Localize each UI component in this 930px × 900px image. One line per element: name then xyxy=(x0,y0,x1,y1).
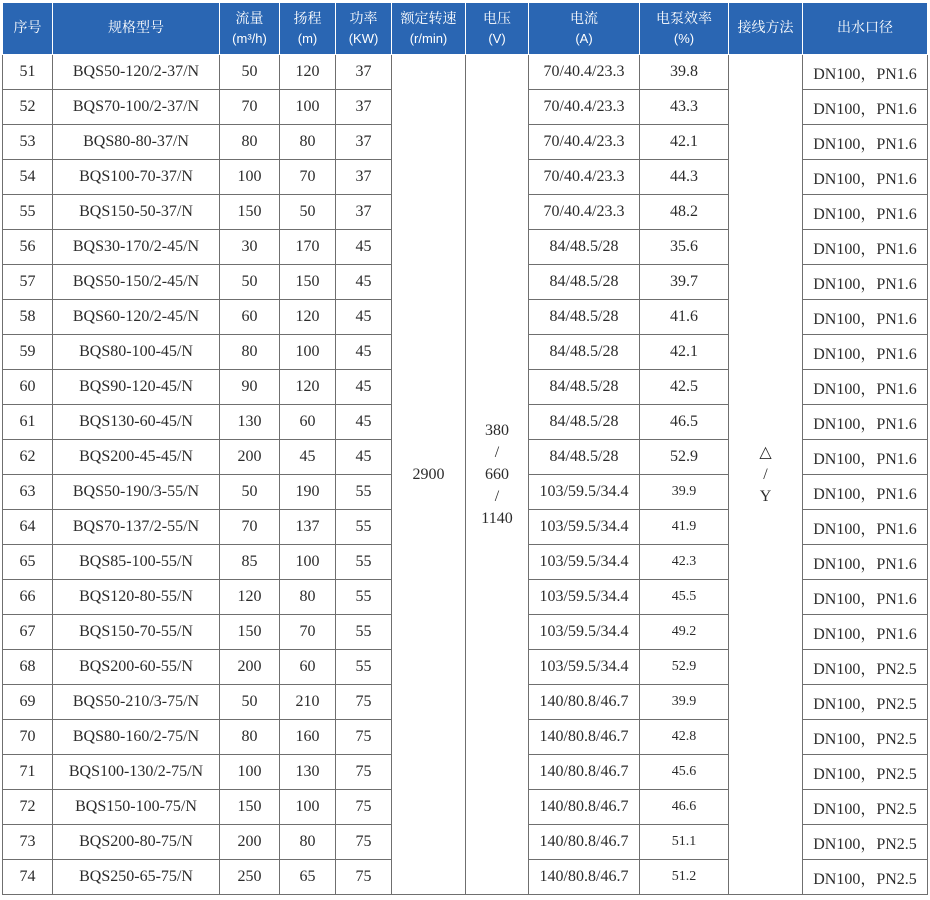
cell-efficiency: 39.7 xyxy=(640,265,729,300)
cell-head: 60 xyxy=(280,650,336,685)
cell-flow: 50 xyxy=(220,475,280,510)
cell-head: 100 xyxy=(280,90,336,125)
table-row xyxy=(3,55,928,90)
cell-flow: 120 xyxy=(220,580,280,615)
voltage-merged-part: / xyxy=(494,487,500,505)
cell-efficiency: 42.5 xyxy=(640,370,729,405)
cell-model: BQS50-190/3-55/N xyxy=(53,475,220,510)
cell-efficiency: 39.9 xyxy=(640,685,729,720)
cell-efficiency: 51.1 xyxy=(640,825,729,860)
cell-head: 100 xyxy=(280,545,336,580)
header-seq: 序号 xyxy=(3,3,53,55)
cell-outlet: DN100，PN1.6 xyxy=(803,370,928,405)
cell-power: 75 xyxy=(336,860,392,895)
cell-seq: 54 xyxy=(3,160,53,195)
cell-head: 190 xyxy=(280,475,336,510)
cell-outlet: DN100，PN1.6 xyxy=(803,545,928,580)
cell-efficiency: 46.5 xyxy=(640,405,729,440)
cell-flow: 150 xyxy=(220,615,280,650)
cell-flow: 70 xyxy=(220,90,280,125)
cell-model: BQS200-80-75/N xyxy=(53,825,220,860)
cell-power: 55 xyxy=(336,510,392,545)
cell-flow: 200 xyxy=(220,650,280,685)
cell-flow: 60 xyxy=(220,300,280,335)
cell-model: BQS150-70-55/N xyxy=(53,615,220,650)
cell-efficiency: 46.6 xyxy=(640,790,729,825)
cell-model: BQS70-100/2-37/N xyxy=(53,90,220,125)
cell-flow: 50 xyxy=(220,265,280,300)
cell-model: BQS250-65-75/N xyxy=(53,860,220,895)
cell-outlet: DN100，PN1.6 xyxy=(803,230,928,265)
cell-model: BQS200-60-55/N xyxy=(53,650,220,685)
cell-efficiency: 42.1 xyxy=(640,125,729,160)
cell-current: 70/40.4/23.3 xyxy=(529,125,640,160)
cell-model: BQS50-120/2-37/N xyxy=(53,55,220,90)
cell-head: 170 xyxy=(280,230,336,265)
cell-flow: 70 xyxy=(220,510,280,545)
header-current-unit: (A) xyxy=(575,30,593,46)
header-head-unit: (m) xyxy=(297,30,318,46)
cell-flow: 50 xyxy=(220,685,280,720)
cell-flow: 80 xyxy=(220,720,280,755)
cell-model: BQS80-100-45/N xyxy=(53,335,220,370)
cell-efficiency: 45.6 xyxy=(640,755,729,790)
cell-head: 45 xyxy=(280,440,336,475)
cell-head: 80 xyxy=(280,125,336,160)
cell-flow: 85 xyxy=(220,545,280,580)
cell-current: 84/48.5/28 xyxy=(529,370,640,405)
cell-head: 210 xyxy=(280,685,336,720)
cell-flow: 150 xyxy=(220,195,280,230)
cell-outlet: DN100，PN1.6 xyxy=(803,55,928,90)
cell-head: 50 xyxy=(280,195,336,230)
cell-power: 55 xyxy=(336,545,392,580)
cell-head: 80 xyxy=(280,825,336,860)
cell-efficiency: 43.3 xyxy=(640,90,729,125)
cell-power: 55 xyxy=(336,580,392,615)
cell-seq: 73 xyxy=(3,825,53,860)
cell-model: BQS80-80-37/N xyxy=(53,125,220,160)
cell-head: 100 xyxy=(280,335,336,370)
cell-efficiency: 52.9 xyxy=(640,650,729,685)
cell-flow: 200 xyxy=(220,440,280,475)
cell-head: 120 xyxy=(280,55,336,90)
cell-current: 140/80.8/46.7 xyxy=(529,860,640,895)
cell-efficiency: 51.2 xyxy=(640,860,729,895)
cell-seq: 66 xyxy=(3,580,53,615)
cell-power: 75 xyxy=(336,720,392,755)
cell-current: 140/80.8/46.7 xyxy=(529,825,640,860)
cell-model: BQS60-120/2-45/N xyxy=(53,300,220,335)
cell-power: 75 xyxy=(336,790,392,825)
cell-current: 103/59.5/34.4 xyxy=(529,650,640,685)
cell-current: 140/80.8/46.7 xyxy=(529,720,640,755)
cell-efficiency: 39.9 xyxy=(640,475,729,510)
cell-seq: 71 xyxy=(3,755,53,790)
cell-current: 70/40.4/23.3 xyxy=(529,90,640,125)
cell-seq: 52 xyxy=(3,90,53,125)
table-body xyxy=(3,55,928,895)
cell-model: BQS150-50-37/N xyxy=(53,195,220,230)
cell-efficiency: 35.6 xyxy=(640,230,729,265)
voltage-merged-part: 1140 xyxy=(481,509,513,527)
cell-power: 55 xyxy=(336,650,392,685)
cell-seq: 62 xyxy=(3,440,53,475)
cell-head: 120 xyxy=(280,370,336,405)
header-head-name: 扬程 xyxy=(293,10,322,27)
cell-power: 45 xyxy=(336,300,392,335)
cell-outlet: DN100，PN2.5 xyxy=(803,860,928,895)
cell-current: 103/59.5/34.4 xyxy=(529,475,640,510)
cell-efficiency: 42.1 xyxy=(640,335,729,370)
cell-model: BQS90-120-45/N xyxy=(53,370,220,405)
cell-head: 120 xyxy=(280,300,336,335)
cell-model: BQS70-137/2-55/N xyxy=(53,510,220,545)
cell-current: 140/80.8/46.7 xyxy=(529,685,640,720)
speed-merged-cell: 2900 xyxy=(392,55,466,895)
cell-power: 45 xyxy=(336,405,392,440)
cell-power: 37 xyxy=(336,55,392,90)
cell-seq: 63 xyxy=(3,475,53,510)
cell-efficiency: 42.8 xyxy=(640,720,729,755)
cell-model: BQS85-100-55/N xyxy=(53,545,220,580)
cell-flow: 50 xyxy=(220,55,280,90)
cell-power: 55 xyxy=(336,475,392,510)
cell-model: BQS130-60-45/N xyxy=(53,405,220,440)
voltage-merged-part: 660 xyxy=(485,465,509,483)
cell-efficiency: 45.5 xyxy=(640,580,729,615)
cell-model: BQS150-100-75/N xyxy=(53,790,220,825)
wiring-merged-part: Y xyxy=(759,487,772,505)
voltage-merged-part: / xyxy=(494,443,500,461)
header-outlet: 出水口径 xyxy=(803,3,928,55)
header-speed-name: 额定转速 xyxy=(400,10,457,27)
cell-model: BQS80-160/2-75/N xyxy=(53,720,220,755)
cell-flow: 80 xyxy=(220,335,280,370)
cell-efficiency: 42.3 xyxy=(640,545,729,580)
header-voltage-unit: (V) xyxy=(488,30,506,46)
cell-head: 80 xyxy=(280,580,336,615)
cell-model: BQS120-80-55/N xyxy=(53,580,220,615)
cell-efficiency: 48.2 xyxy=(640,195,729,230)
cell-efficiency: 52.9 xyxy=(640,440,729,475)
header-speed-unit: (r/min) xyxy=(409,30,448,46)
cell-outlet: DN100，PN1.6 xyxy=(803,510,928,545)
cell-outlet: DN100，PN2.5 xyxy=(803,755,928,790)
cell-efficiency: 49.2 xyxy=(640,615,729,650)
cell-outlet: DN100，PN2.5 xyxy=(803,685,928,720)
cell-power: 37 xyxy=(336,125,392,160)
header-power-name: 功率 xyxy=(349,10,378,27)
cell-flow: 200 xyxy=(220,825,280,860)
cell-seq: 72 xyxy=(3,790,53,825)
cell-seq: 61 xyxy=(3,405,53,440)
cell-seq: 64 xyxy=(3,510,53,545)
cell-outlet: DN100，PN1.6 xyxy=(803,265,928,300)
cell-head: 137 xyxy=(280,510,336,545)
cell-flow: 250 xyxy=(220,860,280,895)
cell-seq: 74 xyxy=(3,860,53,895)
header-efficiency xyxy=(640,3,729,55)
cell-power: 75 xyxy=(336,755,392,790)
header-current-name: 电流 xyxy=(570,10,598,27)
cell-current: 140/80.8/46.7 xyxy=(529,790,640,825)
cell-seq: 51 xyxy=(3,55,53,90)
cell-model: BQS30-170/2-45/N xyxy=(53,230,220,265)
cell-current: 84/48.5/28 xyxy=(529,300,640,335)
cell-outlet: DN100，PN2.5 xyxy=(803,825,928,860)
cell-head: 65 xyxy=(280,860,336,895)
cell-model: BQS100-130/2-75/N xyxy=(53,755,220,790)
cell-current: 103/59.5/34.4 xyxy=(529,545,640,580)
cell-seq: 59 xyxy=(3,335,53,370)
header-row xyxy=(3,3,928,55)
cell-power: 45 xyxy=(336,335,392,370)
cell-flow: 80 xyxy=(220,125,280,160)
cell-head: 130 xyxy=(280,755,336,790)
header-efficiency-unit: (%) xyxy=(673,30,695,46)
header-flow xyxy=(220,3,280,55)
wiring-merged-part: / xyxy=(763,465,768,483)
cell-outlet: DN100，PN1.6 xyxy=(803,160,928,195)
cell-outlet: DN100，PN1.6 xyxy=(803,125,928,160)
cell-current: 103/59.5/34.4 xyxy=(529,510,640,545)
cell-head: 160 xyxy=(280,720,336,755)
cell-current: 84/48.5/28 xyxy=(529,265,640,300)
cell-power: 45 xyxy=(336,265,392,300)
cell-power: 75 xyxy=(336,825,392,860)
cell-power: 55 xyxy=(336,615,392,650)
cell-outlet: DN100，PN1.6 xyxy=(803,440,928,475)
pump-spec-table xyxy=(2,2,928,895)
header-current xyxy=(529,3,640,55)
cell-seq: 67 xyxy=(3,615,53,650)
cell-outlet: DN100，PN2.5 xyxy=(803,650,928,685)
cell-power: 37 xyxy=(336,195,392,230)
header-flow-name: 流量 xyxy=(235,10,264,27)
cell-head: 100 xyxy=(280,790,336,825)
cell-outlet: DN100，PN2.5 xyxy=(803,720,928,755)
cell-outlet: DN100，PN1.6 xyxy=(803,195,928,230)
cell-outlet: DN100，PN1.6 xyxy=(803,300,928,335)
cell-model: BQS50-150/2-45/N xyxy=(53,265,220,300)
cell-flow: 100 xyxy=(220,160,280,195)
cell-head: 150 xyxy=(280,265,336,300)
cell-seq: 69 xyxy=(3,685,53,720)
cell-outlet: DN100，PN1.6 xyxy=(803,90,928,125)
cell-power: 75 xyxy=(336,685,392,720)
cell-outlet: DN100，PN1.6 xyxy=(803,405,928,440)
header-model: 规格型号 xyxy=(53,3,220,55)
cell-outlet: DN100，PN1.6 xyxy=(803,615,928,650)
cell-flow: 130 xyxy=(220,405,280,440)
cell-power: 45 xyxy=(336,370,392,405)
header-speed xyxy=(392,3,466,55)
cell-flow: 100 xyxy=(220,755,280,790)
cell-seq: 60 xyxy=(3,370,53,405)
cell-efficiency: 41.9 xyxy=(640,510,729,545)
cell-power: 37 xyxy=(336,90,392,125)
cell-outlet: DN100，PN1.6 xyxy=(803,475,928,510)
cell-current: 84/48.5/28 xyxy=(529,230,640,265)
cell-seq: 58 xyxy=(3,300,53,335)
header-power xyxy=(336,3,392,55)
cell-seq: 55 xyxy=(3,195,53,230)
cell-efficiency: 39.8 xyxy=(640,55,729,90)
cell-head: 70 xyxy=(280,160,336,195)
cell-seq: 56 xyxy=(3,230,53,265)
voltage-merged-cell xyxy=(466,55,529,895)
header-efficiency-name: 电泵效率 xyxy=(656,10,712,27)
cell-model: BQS50-210/3-75/N xyxy=(53,685,220,720)
header-power-unit: (KW) xyxy=(348,30,379,46)
cell-seq: 70 xyxy=(3,720,53,755)
cell-flow: 90 xyxy=(220,370,280,405)
cell-seq: 65 xyxy=(3,545,53,580)
cell-current: 70/40.4/23.3 xyxy=(529,55,640,90)
cell-flow: 30 xyxy=(220,230,280,265)
header-voltage-name: 电压 xyxy=(483,10,511,27)
cell-model: BQS100-70-37/N xyxy=(53,160,220,195)
cell-efficiency: 41.6 xyxy=(640,300,729,335)
cell-outlet: DN100，PN2.5 xyxy=(803,790,928,825)
header-flow-unit: (m³/h) xyxy=(232,30,267,46)
cell-current: 103/59.5/34.4 xyxy=(529,580,640,615)
header-voltage xyxy=(466,3,529,55)
header-head xyxy=(280,3,336,55)
wiring-merged-part: △ xyxy=(759,443,772,461)
cell-power: 45 xyxy=(336,440,392,475)
cell-outlet: DN100，PN1.6 xyxy=(803,335,928,370)
cell-current: 140/80.8/46.7 xyxy=(529,755,640,790)
cell-current: 70/40.4/23.3 xyxy=(529,195,640,230)
cell-flow: 150 xyxy=(220,790,280,825)
cell-current: 103/59.5/34.4 xyxy=(529,615,640,650)
wiring-merged-cell xyxy=(729,55,803,895)
voltage-merged-part: 380 xyxy=(485,421,509,439)
cell-current: 84/48.5/28 xyxy=(529,440,640,475)
cell-efficiency: 44.3 xyxy=(640,160,729,195)
header-wiring: 接线方法 xyxy=(729,3,803,55)
cell-model: BQS200-45-45/N xyxy=(53,440,220,475)
cell-current: 84/48.5/28 xyxy=(529,405,640,440)
cell-current: 84/48.5/28 xyxy=(529,335,640,370)
cell-head: 70 xyxy=(280,615,336,650)
cell-seq: 57 xyxy=(3,265,53,300)
cell-power: 37 xyxy=(336,160,392,195)
cell-seq: 53 xyxy=(3,125,53,160)
cell-current: 70/40.4/23.3 xyxy=(529,160,640,195)
cell-seq: 68 xyxy=(3,650,53,685)
cell-power: 45 xyxy=(336,230,392,265)
cell-head: 60 xyxy=(280,405,336,440)
cell-outlet: DN100，PN1.6 xyxy=(803,580,928,615)
